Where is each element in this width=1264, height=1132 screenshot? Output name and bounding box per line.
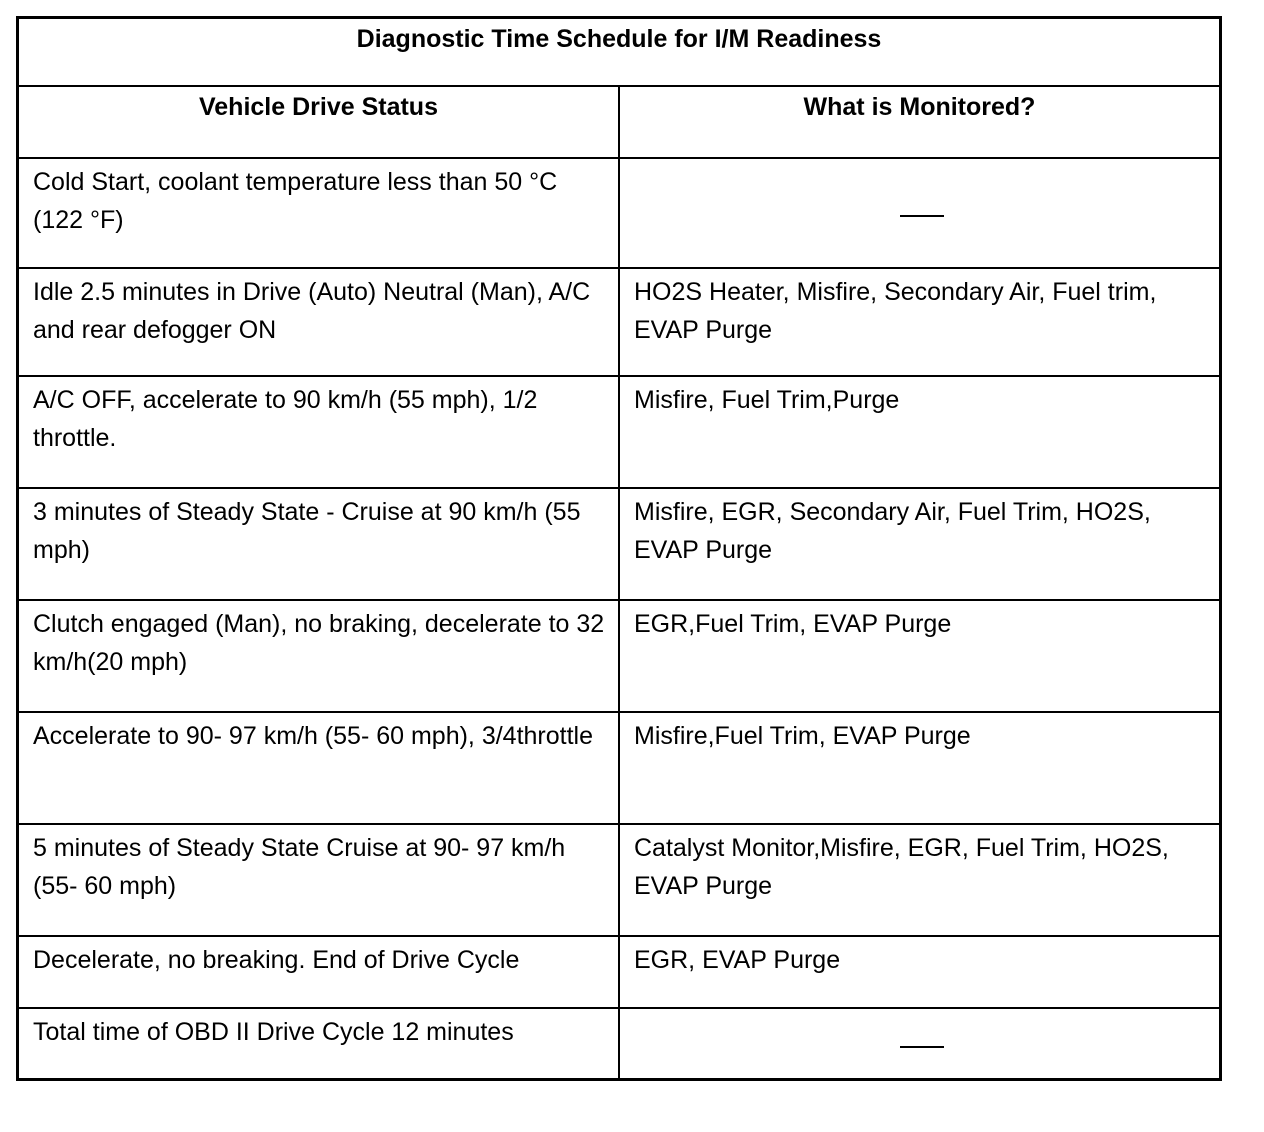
status-cell: Accelerate to 90- 97 km/h (55- 60 mph), 3/4throttle <box>18 712 620 824</box>
table-title: Diagnostic Time Schedule for I/M Readiness <box>18 18 1221 86</box>
status-cell: Idle 2.5 minutes in Drive (Auto) Neutral (Man), A/C and rear defogger ON <box>18 268 620 376</box>
monitored-cell-empty <box>619 158 1221 268</box>
table-row <box>18 376 1221 488</box>
status-cell: Cold Start, coolant temperature less than 50 °C (122 °F) <box>18 158 620 268</box>
table-row <box>18 824 1221 936</box>
status-cell: 3 minutes of Steady State - Cruise at 90 km/h (55 mph) <box>18 488 620 600</box>
monitored-cell: Misfire,Fuel Trim, EVAP Purge <box>619 712 1221 824</box>
monitored-cell: Misfire, Fuel Trim,Purge <box>619 376 1221 488</box>
title-row <box>18 18 1221 86</box>
monitored-cell: HO2S Heater, Misfire, Secondary Air, Fuel trim, EVAP Purge <box>619 268 1221 376</box>
status-cell: A/C OFF, accelerate to 90 km/h (55 mph), 1/2 throttle. <box>18 376 620 488</box>
status-cell: Decelerate, no breaking. End of Drive Cycle <box>18 936 620 1008</box>
table-row <box>18 488 1221 600</box>
table-row <box>18 600 1221 712</box>
header-what-is-monitored: What is Monitored? <box>619 86 1221 158</box>
table-row <box>18 1008 1221 1080</box>
dash-mark <box>900 215 944 217</box>
status-cell: 5 minutes of Steady State Cruise at 90- 97 km/h (55- 60 mph) <box>18 824 620 936</box>
status-cell: Total time of OBD II Drive Cycle 12 minutes <box>18 1008 620 1080</box>
status-cell: Clutch engaged (Man), no braking, decelerate to 32 km/h(20 mph) <box>18 600 620 712</box>
table-row <box>18 158 1221 268</box>
header-vehicle-drive-status: Vehicle Drive Status <box>18 86 620 158</box>
table-row <box>18 268 1221 376</box>
monitored-cell: Catalyst Monitor,Misfire, EGR, Fuel Trim, HO2S, EVAP Purge <box>619 824 1221 936</box>
table-row <box>18 936 1221 1008</box>
table-row <box>18 712 1221 824</box>
monitored-cell: EGR, EVAP Purge <box>619 936 1221 1008</box>
dash-mark <box>900 1046 944 1048</box>
monitored-cell: Misfire, EGR, Secondary Air, Fuel Trim, HO2S, EVAP Purge <box>619 488 1221 600</box>
header-row <box>18 86 1221 158</box>
monitored-cell: EGR,Fuel Trim, EVAP Purge <box>619 600 1221 712</box>
monitored-cell-empty <box>619 1008 1221 1080</box>
schedule-table <box>16 16 1222 1081</box>
